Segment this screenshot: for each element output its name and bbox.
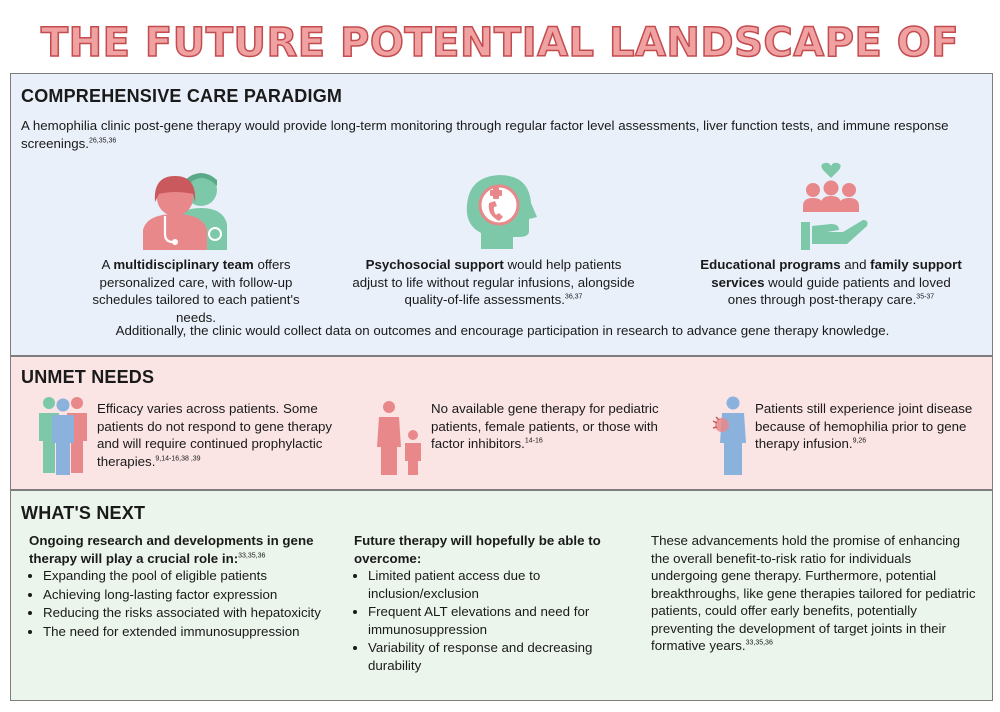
page-title: THE FUTURE POTENTIAL LANDSCAPE OF: [40, 20, 960, 66]
female-child-icon: [375, 399, 425, 477]
family-support-icon: [791, 162, 871, 254]
list-item: • Limited patient access due to inclusion/exclusion: [368, 567, 624, 602]
care-panel: [10, 73, 993, 356]
next-col3: These advancements hold the promise of enhancing the overall benefit-to-risk ratio for individuals undergoing gene therapy. Furthermore, potential breakthroughs, like gene therapies tailored for pediatric patients, could offer early benefits, potentially preventing the development of target joints in their formative years.$^{33,35,36}$: [651, 533, 976, 653]
unmet-need-1: Efficacy varies across patients. Some patients do not respond to gene therapy and will require continued prophylactic therapies.$^{9,14-16,38 ,39}$: [97, 401, 333, 469]
unmet-need-3: Patients still experience joint disease because of hemophilia prior to gene therapy infusion.$^{9,26}$: [755, 401, 973, 451]
people-group-icon: [35, 395, 91, 475]
unmet-needs-panel: [10, 356, 993, 490]
care-col3: Educational programs and family support services would guide patients and loved ones through post-therapy care.$^{35-37}$: [700, 257, 962, 307]
care-heading: COMPREHENSIVE CARE PARADIGM: [21, 86, 343, 106]
care-team-icon: [139, 168, 239, 250]
care-closing: Additionally, the clinic would collect data on outcomes and encourage participation in research to advance gene therapy knowledge.: [115, 323, 890, 338]
care-col1: A multidisciplinary team offers personalized care, with follow-up schedules tailored to each patient's needs.: [92, 257, 300, 325]
care-col2: Psychosocial support would help patients adjust to life without regular infusions, alongside quality-of-life assessments.$^{36,37}$: [352, 257, 635, 307]
unmet-need-2: No available gene therapy for pediatric patients, female patients, or those with factor inhibitors.$^{14-16}$: [431, 401, 659, 451]
list-item: • Expanding the pool of eligible patients: [43, 567, 329, 585]
next-col2: Future therapy will hopefully be able to overcome: • Limited patient access due to inclusion/exclusion • Frequent ALT elevations and need for immunosuppression • Variability of response and decreasing durability: [354, 532, 624, 675]
psychosocial-head-icon: [459, 171, 539, 251]
list-item: • Frequent ALT elevations and need for immunosuppression: [368, 603, 624, 638]
care-intro: A hemophilia clinic post-gene therapy would provide long-term monitoring through regular factor level assessments, liver function tests, and immune response screenings.$^{26,35,36}$: [21, 118, 949, 151]
list-item: • Variability of response and decreasing durability: [368, 639, 624, 674]
list-item: • The need for extended immunosuppression: [43, 623, 329, 641]
whats-next-panel: [10, 490, 993, 701]
unmet-needs-heading: UNMET NEEDS: [21, 367, 155, 387]
list-item: • Reducing the risks associated with hepatoxicity: [43, 604, 329, 622]
next-col1: Ongoing research and developments in gene therapy will play a crucial role in:$^{33,35,36}$ • Expanding the pool of eligible patients • Achieving long-lasting factor expression • Reducing the risks associated with hepatoxicity • The need for extended immunosuppression: [29, 532, 329, 641]
joint-pain-icon: [711, 395, 751, 477]
whats-next-heading: WHAT'S NEXT: [21, 503, 146, 523]
list-item: • Achieving long-lasting factor expression: [43, 586, 329, 604]
